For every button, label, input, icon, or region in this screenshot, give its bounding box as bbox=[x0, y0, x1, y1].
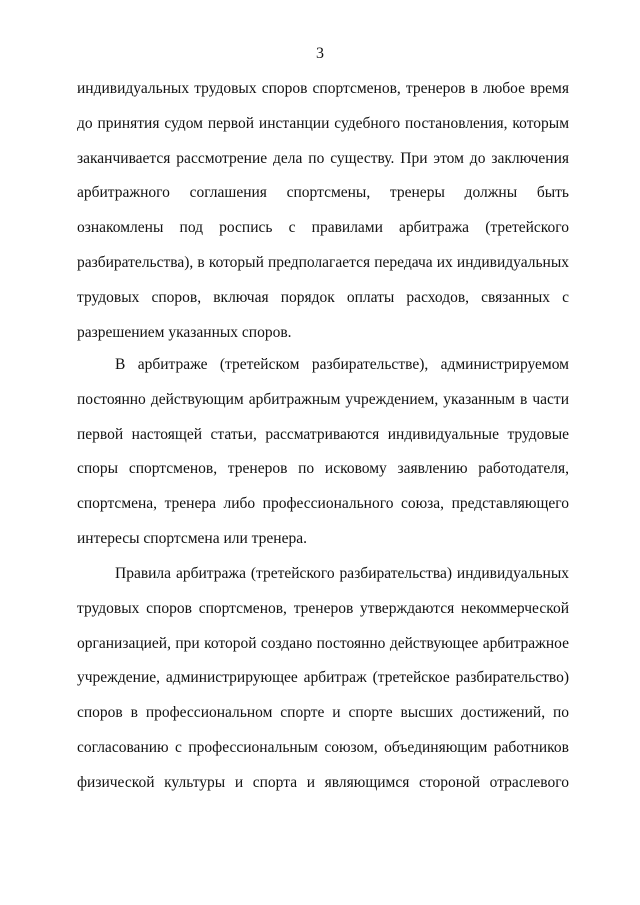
page-number: 3 bbox=[316, 45, 324, 62]
paragraph-1-line-3: заканчивается рассмотрение дела по существу. При этом до заключения bbox=[77, 149, 569, 167]
paragraph-2-line-6: интересы спортсмена или тренера. bbox=[77, 529, 307, 547]
paragraph-2-line-5: спортсмена, тренера либо профессионального союза, представляющего bbox=[77, 495, 569, 513]
paragraph-1-line-8: разрешением указанных споров. bbox=[77, 323, 292, 341]
paragraph-2-line-2: постоянно действующим арбитражным учреждением, указанным в части bbox=[77, 390, 569, 408]
paragraph-1-line-2: до принятия судом первой инстанции судебного постановления, которым bbox=[77, 114, 569, 132]
paragraph-3-line-1: Правила арбитража (третейского разбирательства) индивидуальных bbox=[115, 565, 569, 582]
paragraph-1-line-7: трудовых споров, включая порядок оплаты расходов, связанных с bbox=[77, 288, 569, 306]
paragraph-1-line-1: индивидуальных трудовых споров спортсменов, тренеров в любое время bbox=[77, 80, 569, 97]
paragraph-1-line-4: арбитражного соглашения спортсмены, тренеры должны быть bbox=[77, 184, 569, 202]
paragraph-3-line-5: споров в профессиональном спорте и спорте высших достижений, по bbox=[77, 704, 569, 722]
paragraph-2-line-4: споры спортсменов, тренеров по исковому заявлению работодателя, bbox=[77, 460, 569, 478]
paragraph-1-line-6: разбирательства), в который предполагается передача их индивидуальных bbox=[77, 253, 569, 271]
paragraph-2-line-1: В арбитраже (третейском разбирательстве), администрируемом bbox=[115, 356, 569, 373]
paragraph-1 bbox=[77, 72, 569, 350]
paragraph-3 bbox=[77, 557, 569, 801]
paragraph-1-line-5: ознакомлены под роспись с правилами арбитража (третейского bbox=[77, 219, 569, 237]
paragraph-2 bbox=[77, 348, 569, 557]
paragraph-3-line-7: физической культуры и спорта и являющимся стороной отраслевого bbox=[77, 773, 569, 791]
paragraph-3-line-2: трудовых споров спортсменов, тренеров утверждаются некоммерческой bbox=[77, 599, 569, 617]
paragraph-3-line-4: учреждение, администрирующее арбитраж (третейское разбирательство) bbox=[77, 669, 569, 687]
paragraph-2-line-3: первой настоящей статьи, рассматриваются индивидуальные трудовые bbox=[77, 425, 569, 443]
paragraph-3-line-6: согласованию с профессиональным союзом, объединяющим работников bbox=[77, 738, 569, 756]
paragraph-3-line-3: организацией, при которой создано постоянно действующее арбитражное bbox=[77, 634, 569, 652]
